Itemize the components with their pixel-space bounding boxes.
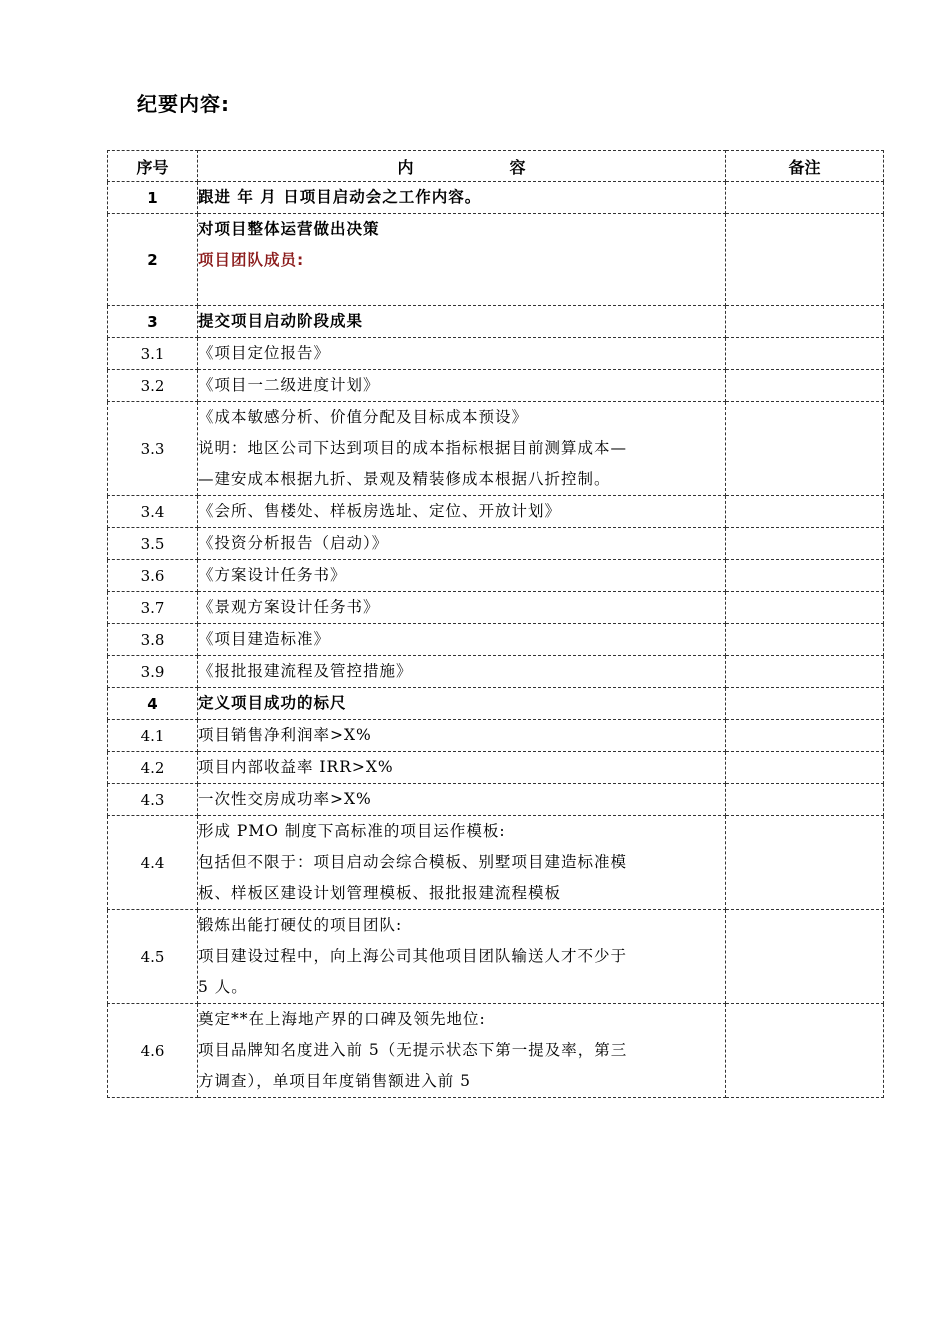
row-note [726,688,884,720]
row-note [726,624,884,656]
header-content-char-2: 容 [509,157,526,177]
row-note [726,496,884,528]
table-row [108,306,884,338]
row-note [726,816,884,910]
row-note [726,182,884,214]
row-number: 4 [108,688,198,720]
table-row [108,688,884,720]
table-row [108,592,884,624]
row-number: 4.3 [108,784,198,816]
minutes-table [107,150,884,1098]
table-row [108,528,884,560]
table-row [108,402,884,496]
row-content-line: 《方案设计任务书》 [198,566,347,584]
row-content [198,370,726,402]
row-note [726,656,884,688]
table-row [108,656,884,688]
row-content [198,784,726,816]
row-content [198,560,726,592]
row-number: 4.6 [108,1004,198,1098]
row-content-line: 《景观方案设计任务书》 [198,598,380,616]
row-note [726,592,884,624]
table-row [108,624,884,656]
row-number: 3.7 [108,592,198,624]
row-content [198,816,726,910]
header-content-char-1: 内 [397,157,414,177]
row-content-line: 锻炼出能打硬仗的项目团队: [198,916,403,934]
row-content-line: 奠定**在上海地产界的口碑及领先地位: [198,1010,486,1028]
row-content-line: 项目销售净利润率>X% [198,726,372,744]
row-content [198,910,726,1004]
row-number: 4.4 [108,816,198,910]
table-row [108,1004,884,1098]
row-content-line: 定义项目成功的标尺 [198,694,347,712]
row-content [198,496,726,528]
row-content [198,624,726,656]
row-content [198,592,726,624]
row-content [198,182,726,214]
row-number: 3.9 [108,656,198,688]
row-note [726,528,884,560]
table-row [108,338,884,370]
row-content-line: 项目品牌知名度进入前 5（无提示状态下第一提及率，第三 [198,1041,628,1059]
row-number: 2 [108,214,198,306]
row-content-line: 方调查），单项目年度销售额进入前 5 [198,1072,472,1090]
row-number: 3.1 [108,338,198,370]
row-note [726,214,884,306]
row-number: 3 [108,306,198,338]
row-note [726,752,884,784]
header-note: 备注 [726,151,884,182]
row-number: 3.5 [108,528,198,560]
table-row [108,214,884,306]
row-content-line: 形成 PMO 制度下高标准的项目运作模板: [198,822,506,840]
row-number: 4.1 [108,720,198,752]
row-content [198,306,726,338]
row-content-line: 项目建设过程中，向上海公司其他项目团队输送人才不少于 [198,947,628,965]
row-note [726,402,884,496]
row-content-line: 《会所、售楼处、样板房选址、定位、开放计划》 [198,502,562,520]
table-row [108,910,884,1004]
row-content-line: 《项目一二级进度计划》 [198,376,380,394]
row-number: 3.8 [108,624,198,656]
row-content-line: 《项目建造标准》 [198,630,331,648]
row-note [726,1004,884,1098]
row-number: 3.6 [108,560,198,592]
team-members-label: 项目团队成员: [198,251,305,269]
table-row [108,752,884,784]
table-row [108,370,884,402]
row-content-line: 包括但不限于：项目启动会综合模板、别墅项目建造标准模 [198,853,628,871]
table-row [108,182,884,214]
row-note [726,910,884,1004]
row-content-line: 《项目定位报告》 [198,344,331,362]
row-number: 1 [108,182,198,214]
table-row [108,560,884,592]
row-number: 3.4 [108,496,198,528]
row-note [726,720,884,752]
row-content [198,402,726,496]
row-content-line: 对项目整体运营做出决策 [198,220,380,238]
table-row [108,720,884,752]
row-content-line: 板、样板区建设计划管理模板、报批报建流程模板 [198,884,562,902]
row-number: 4.2 [108,752,198,784]
row-content-line: 项目内部收益率 IRR>X% [198,758,394,776]
row-content-line: —建安成本根据九折、景观及精装修成本根据八折控制。 [198,470,611,488]
row-content-line: 《投资分析报告（启动）》 [198,534,389,552]
row-content [198,752,726,784]
table-header-row [108,151,884,182]
row-number: 3.2 [108,370,198,402]
row-content-line: 一次性交房成功率>X% [198,790,372,808]
row-content [198,656,726,688]
row-note [726,784,884,816]
row-content-line: 跟进 年 月 日项目启动会之工作内容。 [198,188,482,206]
row-content-line: 说明：地区公司下达到项目的成本指标根据目前测算成本— [198,439,628,457]
row-content [198,1004,726,1098]
row-content [198,214,726,306]
table-row [108,784,884,816]
row-content-line: 提交项目启动阶段成果 [198,312,364,330]
header-no: 序号 [108,151,198,182]
row-note [726,306,884,338]
row-note [726,338,884,370]
table-row [108,816,884,910]
row-note [726,370,884,402]
row-number: 3.3 [108,402,198,496]
row-content-line: 《报批报建流程及管控措施》 [198,662,413,680]
row-content [198,338,726,370]
table-row [108,496,884,528]
row-note [726,560,884,592]
row-content [198,720,726,752]
row-content-line: 5 人。 [198,978,248,996]
row-content [198,688,726,720]
row-number: 4.5 [108,910,198,1004]
page-heading: 纪要内容: [137,92,230,116]
header-content [198,151,726,182]
row-content [198,528,726,560]
row-content-line: 《成本敏感分析、价值分配及目标成本预设》 [198,408,529,426]
